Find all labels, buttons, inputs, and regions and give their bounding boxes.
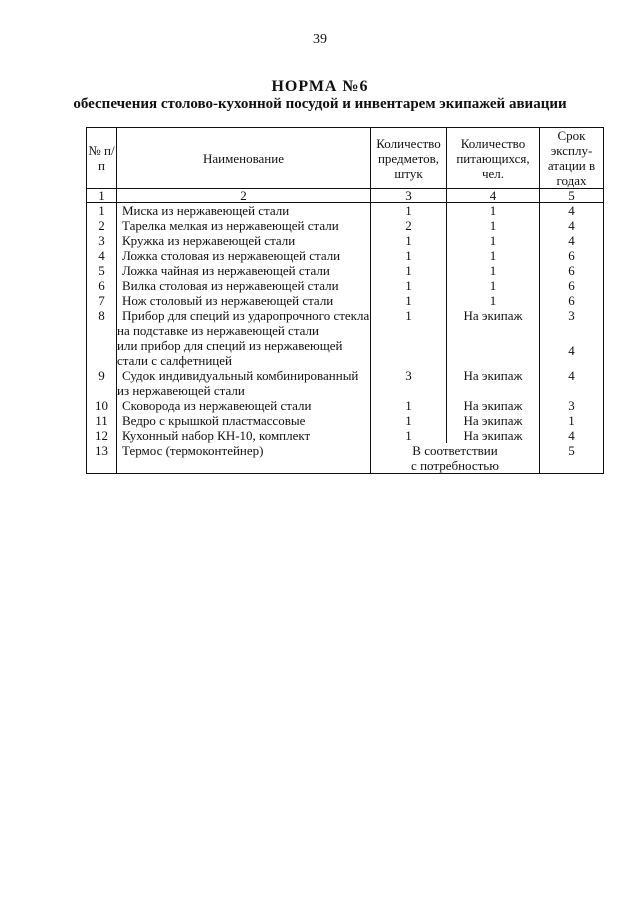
item-quantity: 3	[371, 368, 447, 383]
table-row	[87, 443, 604, 474]
item-quantity: 1	[371, 233, 447, 248]
item-term: 1	[540, 413, 604, 428]
item-term: 6	[540, 248, 604, 263]
document-subtitle: обеспечения столово-кухонной посудой и инвентарем экипажей авиации	[73, 96, 567, 112]
item-name: Прибор для специй из ударопрочного стекла	[117, 308, 371, 323]
table-row	[87, 233, 604, 248]
item-persons: 1	[447, 293, 540, 308]
item-term: 4	[540, 368, 604, 383]
page-number: 39	[313, 32, 327, 47]
item-persons: 1	[447, 263, 540, 278]
item-persons: 1	[447, 248, 540, 263]
item-term: 6	[540, 278, 604, 293]
table-row	[87, 428, 604, 443]
item-name: Сковорода из нержавеющей стали	[117, 398, 371, 413]
document-title: НОРМА №6	[271, 78, 369, 95]
item-quantity: 1	[371, 278, 447, 293]
row-number: 1	[87, 203, 117, 219]
table-row	[87, 278, 604, 293]
header-number: № п/п	[87, 128, 117, 189]
row-number: 10	[87, 398, 117, 413]
item-name: или прибор для специй из нержавеющей	[117, 338, 371, 353]
item-name-continuation: на подставке из нержавеющей стали	[117, 323, 371, 338]
item-term: 6	[540, 263, 604, 278]
item-quantity: 2	[371, 218, 447, 233]
table-row-continuation	[87, 353, 604, 368]
item-name: Ложка чайная из нержавеющей стали	[117, 263, 371, 278]
item-name: Тарелка мелкая из нержавеющей стали	[117, 218, 371, 233]
header-name: Наименование	[117, 128, 371, 189]
row-number: 4	[87, 248, 117, 263]
table-row	[87, 308, 604, 323]
table-row	[87, 203, 604, 219]
row-number: 8	[87, 308, 117, 323]
row-number: 7	[87, 293, 117, 308]
header-term: Срок эксплу-атации в годах	[540, 128, 604, 189]
column-number: 2	[117, 189, 371, 203]
item-quantity: 1	[371, 293, 447, 308]
item-persons: На экипаж	[447, 308, 540, 323]
item-term: 4	[540, 203, 604, 219]
table-row	[87, 398, 604, 413]
column-number: 1	[87, 189, 117, 203]
table-row	[87, 293, 604, 308]
row-number: 6	[87, 278, 117, 293]
item-persons: На экипаж	[447, 413, 540, 428]
table-row	[87, 413, 604, 428]
row-number: 9	[87, 368, 117, 383]
item-quantity-merged	[371, 443, 540, 474]
row-number: 13	[87, 443, 117, 474]
item-term: 3	[540, 308, 604, 323]
item-persons: 1	[447, 218, 540, 233]
item-term: 5	[540, 443, 604, 474]
row-number: 2	[87, 218, 117, 233]
table-row	[87, 368, 604, 383]
item-persons: 1	[447, 278, 540, 293]
table-row	[87, 248, 604, 263]
row-number: 11	[87, 413, 117, 428]
table-row	[87, 263, 604, 278]
column-number: 5	[540, 189, 604, 203]
item-quantity: 1	[371, 263, 447, 278]
item-term: 4	[540, 233, 604, 248]
item-persons: 1	[447, 233, 540, 248]
item-name: Ложка столовая из нержавеющей стали	[117, 248, 371, 263]
merged-line: В соответствии	[412, 443, 498, 458]
header-persons: Количество питающихся, чел.	[447, 128, 540, 189]
item-name: Миска из нержавеющей стали	[117, 203, 371, 219]
item-term: 4	[540, 343, 604, 358]
column-number: 3	[371, 189, 447, 203]
item-name-continuation: из нержавеющей стали	[117, 383, 371, 398]
item-name: Вилка столовая из нержавеющей стали	[117, 278, 371, 293]
row-number: 12	[87, 428, 117, 443]
table-header-row	[87, 128, 604, 189]
merged-line: с потребностью	[411, 458, 499, 473]
item-name: Кухонный набор КН-10, комплект	[117, 428, 371, 443]
item-name: Кружка из нержавеющей стали	[117, 233, 371, 248]
table-row	[87, 338, 604, 353]
item-quantity: 1	[371, 428, 447, 443]
item-term: 6	[540, 293, 604, 308]
item-quantity: 1	[371, 203, 447, 219]
item-persons: 1	[447, 203, 540, 219]
table-row-continuation	[87, 383, 604, 398]
row-number: 5	[87, 263, 117, 278]
item-term: 4	[540, 218, 604, 233]
item-name: Нож столовый из нержавеющей стали	[117, 293, 371, 308]
item-quantity: 1	[371, 413, 447, 428]
item-quantity: 1	[371, 308, 447, 323]
header-quantity: Количество предметов, штук	[371, 128, 447, 189]
row-number: 3	[87, 233, 117, 248]
item-persons: На экипаж	[447, 428, 540, 443]
item-name-continuation: стали с салфетницей	[117, 353, 371, 368]
item-persons: На экипаж	[447, 368, 540, 383]
item-persons: На экипаж	[447, 398, 540, 413]
column-number: 4	[447, 189, 540, 203]
item-quantity: 1	[371, 398, 447, 413]
norm-table	[86, 127, 604, 474]
table-row	[87, 218, 604, 233]
table-row-continuation	[87, 323, 604, 338]
item-quantity: 1	[371, 248, 447, 263]
item-name: Ведро с крышкой пластмассовые	[117, 413, 371, 428]
column-number-row	[87, 189, 604, 203]
item-term: 3	[540, 398, 604, 413]
item-name: Термос (термоконтейнер)	[117, 443, 371, 474]
item-term: 4	[540, 428, 604, 443]
item-name: Судок индивидуальный комбинированный	[117, 368, 371, 383]
